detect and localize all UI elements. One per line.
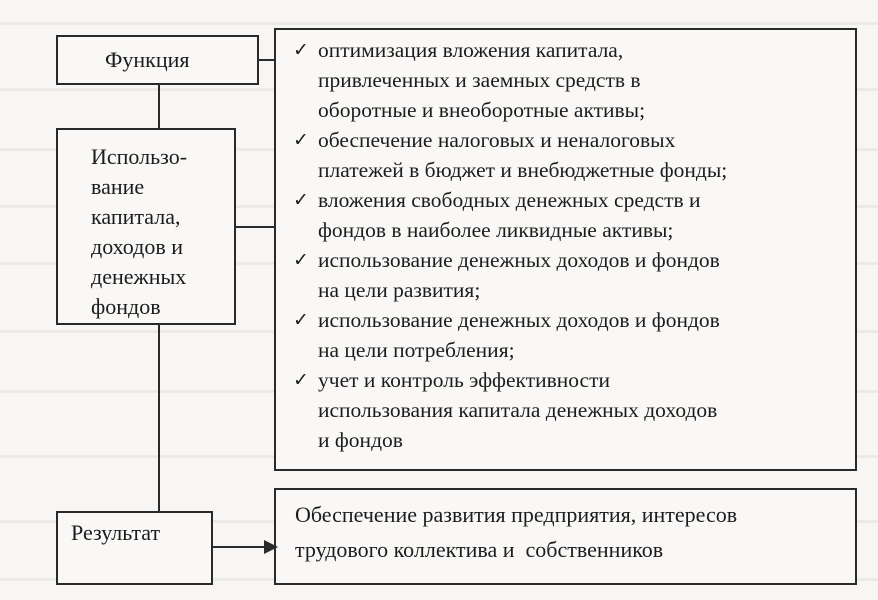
list-item-line: на цели развития; bbox=[318, 278, 481, 302]
list-item bbox=[293, 245, 727, 305]
usage-line: денежных bbox=[91, 264, 187, 289]
usage-line: фондов bbox=[91, 294, 161, 319]
function-label: Функция bbox=[105, 47, 190, 72]
list-item-line: платежей в бюджет и внебюджетные фонды; bbox=[318, 158, 728, 182]
outcome-line: трудового коллектива и собственников bbox=[295, 537, 664, 562]
usage-line: доходов и bbox=[91, 234, 184, 259]
outcome-text bbox=[295, 497, 835, 567]
check-icon: ✓ bbox=[293, 309, 309, 331]
list-item bbox=[293, 35, 727, 125]
usage-text bbox=[91, 142, 187, 322]
usage-line: вание bbox=[91, 174, 145, 199]
function-box bbox=[56, 35, 259, 85]
connector-usage-to-list bbox=[235, 226, 275, 228]
list-item-line: использование денежных доходов и фондов bbox=[318, 248, 720, 272]
list-item-line: использование денежных доходов и фондов bbox=[318, 308, 720, 332]
list-item bbox=[293, 185, 727, 245]
result-box bbox=[56, 511, 213, 585]
list-item-line: на цели потребления; bbox=[318, 338, 515, 362]
check-icon: ✓ bbox=[293, 129, 309, 151]
check-icon: ✓ bbox=[293, 249, 309, 271]
list-item-line: оборотные и внеоборотные активы; bbox=[318, 98, 646, 122]
list-item-line: фондов в наиболее ликвидные активы; bbox=[318, 218, 674, 242]
list-item-line: учет и контроль эффективности bbox=[318, 368, 610, 392]
list-item bbox=[293, 125, 727, 185]
usage-line: Использо- bbox=[91, 144, 188, 169]
usage-line: капитала, bbox=[91, 204, 181, 229]
outcome-line: Обеспечение развития предприятия, интересов bbox=[295, 502, 738, 527]
list-item bbox=[293, 305, 727, 365]
list-item-line: вложения свободных денежных средств и bbox=[318, 188, 701, 212]
result-label: Результат bbox=[71, 520, 161, 545]
list-item-line: привлеченных и заемных средств в bbox=[318, 68, 641, 92]
functions-list bbox=[293, 35, 727, 455]
result-arrow-line bbox=[212, 546, 270, 548]
check-icon: ✓ bbox=[293, 189, 309, 211]
result-arrow-head bbox=[264, 540, 278, 554]
list-item-line: оптимизация вложения капитала, bbox=[318, 38, 624, 62]
connector-function-to-list bbox=[258, 59, 275, 61]
usage-box bbox=[56, 128, 236, 325]
list-item-line: обеспечение налоговых и неналоговых bbox=[318, 128, 676, 152]
list-item-line: использования капитала денежных доходов bbox=[318, 398, 718, 422]
list-item-line: и фондов bbox=[318, 428, 403, 452]
check-icon: ✓ bbox=[293, 39, 309, 61]
check-icon: ✓ bbox=[293, 369, 309, 391]
list-item bbox=[293, 365, 727, 455]
